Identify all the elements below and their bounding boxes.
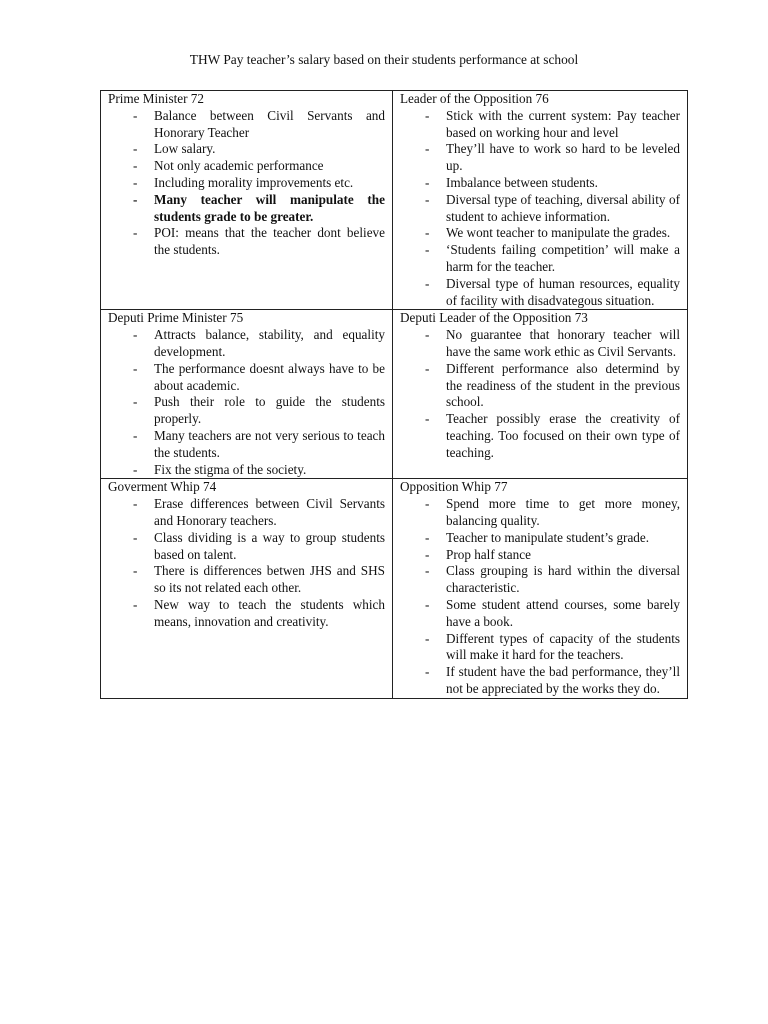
argument-list <box>400 327 680 461</box>
argument-point: - Imbalance between students. <box>446 175 680 192</box>
argument-point: - Different performance also determind by the readiness of the student in the previous school. <box>446 361 680 411</box>
argument-point: - Class dividing is a way to group students based on talent. <box>154 530 385 564</box>
argument-list <box>108 108 385 259</box>
argument-point: - The performance doesnt always have to be about academic. <box>154 361 385 395</box>
argument-point: - Spend more time to get more money, balancing quality. <box>446 496 680 530</box>
argument-point: - Push their role to guide the students properly. <box>154 394 385 428</box>
argument-list <box>108 327 385 478</box>
argument-point: - Balance between Civil Servants and Honorary Teacher <box>154 108 385 142</box>
page-title: THW Pay teacher’s salary based on their students performance at school <box>189 52 579 67</box>
argument-point: - Teacher to manipulate student’s grade. <box>446 530 680 547</box>
speaker-role-title: Prime Minister 72 <box>108 91 204 106</box>
argument-point: - Low salary. <box>154 141 385 158</box>
argument-point: - Prop half stance <box>446 547 680 564</box>
argument-point: - Including morality improvements etc. <box>154 175 385 192</box>
debate-table-body <box>101 91 688 699</box>
government-speaker-cell <box>101 91 393 310</box>
speaker-role-title: Leader of the Opposition 76 <box>400 91 549 106</box>
argument-point: - New way to teach the students which means, innovation and creativity. <box>154 597 385 631</box>
argument-point: - Some student attend courses, some barely have a book. <box>446 597 680 631</box>
argument-list <box>108 496 385 630</box>
government-speaker-cell <box>101 310 393 479</box>
table-row <box>101 91 688 310</box>
argument-point: - If student have the bad performance, they’ll not be appreciated by the works they do. <box>446 664 680 698</box>
argument-point: - Class grouping is hard within the diversal characteristic. <box>446 563 680 597</box>
table-row <box>101 310 688 479</box>
speaker-role-title: Deputi Leader of the Opposition 73 <box>400 310 588 326</box>
argument-point: - Not only academic performance <box>154 158 385 175</box>
argument-point: - Teacher possibly erase the creativity of teaching. Too focused on their own type of teaching. <box>446 411 680 461</box>
argument-point: - They’ll have to work so hard to be leveled up. <box>446 141 680 175</box>
government-speaker-cell <box>101 479 393 698</box>
argument-point: - Many teacher will manipulate the students grade to be greater. <box>154 192 385 226</box>
argument-point: - Erase differences between Civil Servants and Honorary teachers. <box>154 496 385 530</box>
argument-point: - Attracts balance, stability, and equality development. <box>154 327 385 361</box>
argument-point: - We wont teacher to manipulate the grades. <box>446 225 680 242</box>
speaker-role-title: Opposition Whip 77 <box>400 479 508 495</box>
table-row <box>101 479 688 698</box>
argument-point: - Stick with the current system: Pay teacher based on working hour and level <box>446 108 680 142</box>
argument-point: - Fix the stigma of the society. <box>154 462 385 479</box>
argument-list <box>400 108 680 310</box>
argument-point: - Diversal type of human resources, equality of facility with disadvategous situation. <box>446 276 680 310</box>
argument-point: - Different types of capacity of the students will make it hard for the teachers. <box>446 631 680 665</box>
opposition-speaker-cell <box>393 91 688 310</box>
opposition-speaker-cell <box>393 479 688 698</box>
debate-table <box>100 90 688 699</box>
argument-point: - Diversal type of teaching, diversal ability of student to achieve information. <box>446 192 680 226</box>
speaker-role-title: Deputi Prime Minister 75 <box>108 310 244 326</box>
argument-list <box>400 496 680 698</box>
argument-point: - POI: means that the teacher dont believe the students. <box>154 225 385 259</box>
speaker-role-title: Goverment Whip 74 <box>108 479 217 495</box>
argument-point: - ‘Students failing competition’ will make a harm for the teacher. <box>446 242 680 276</box>
argument-point: - There is differences betwen JHS and SHS so its not related each other. <box>154 563 385 597</box>
argument-point: - Many teachers are not very serious to teach the students. <box>154 428 385 462</box>
argument-point: - No guarantee that honorary teacher will have the same work ethic as Civil Servants. <box>446 327 680 361</box>
opposition-speaker-cell <box>393 310 688 479</box>
